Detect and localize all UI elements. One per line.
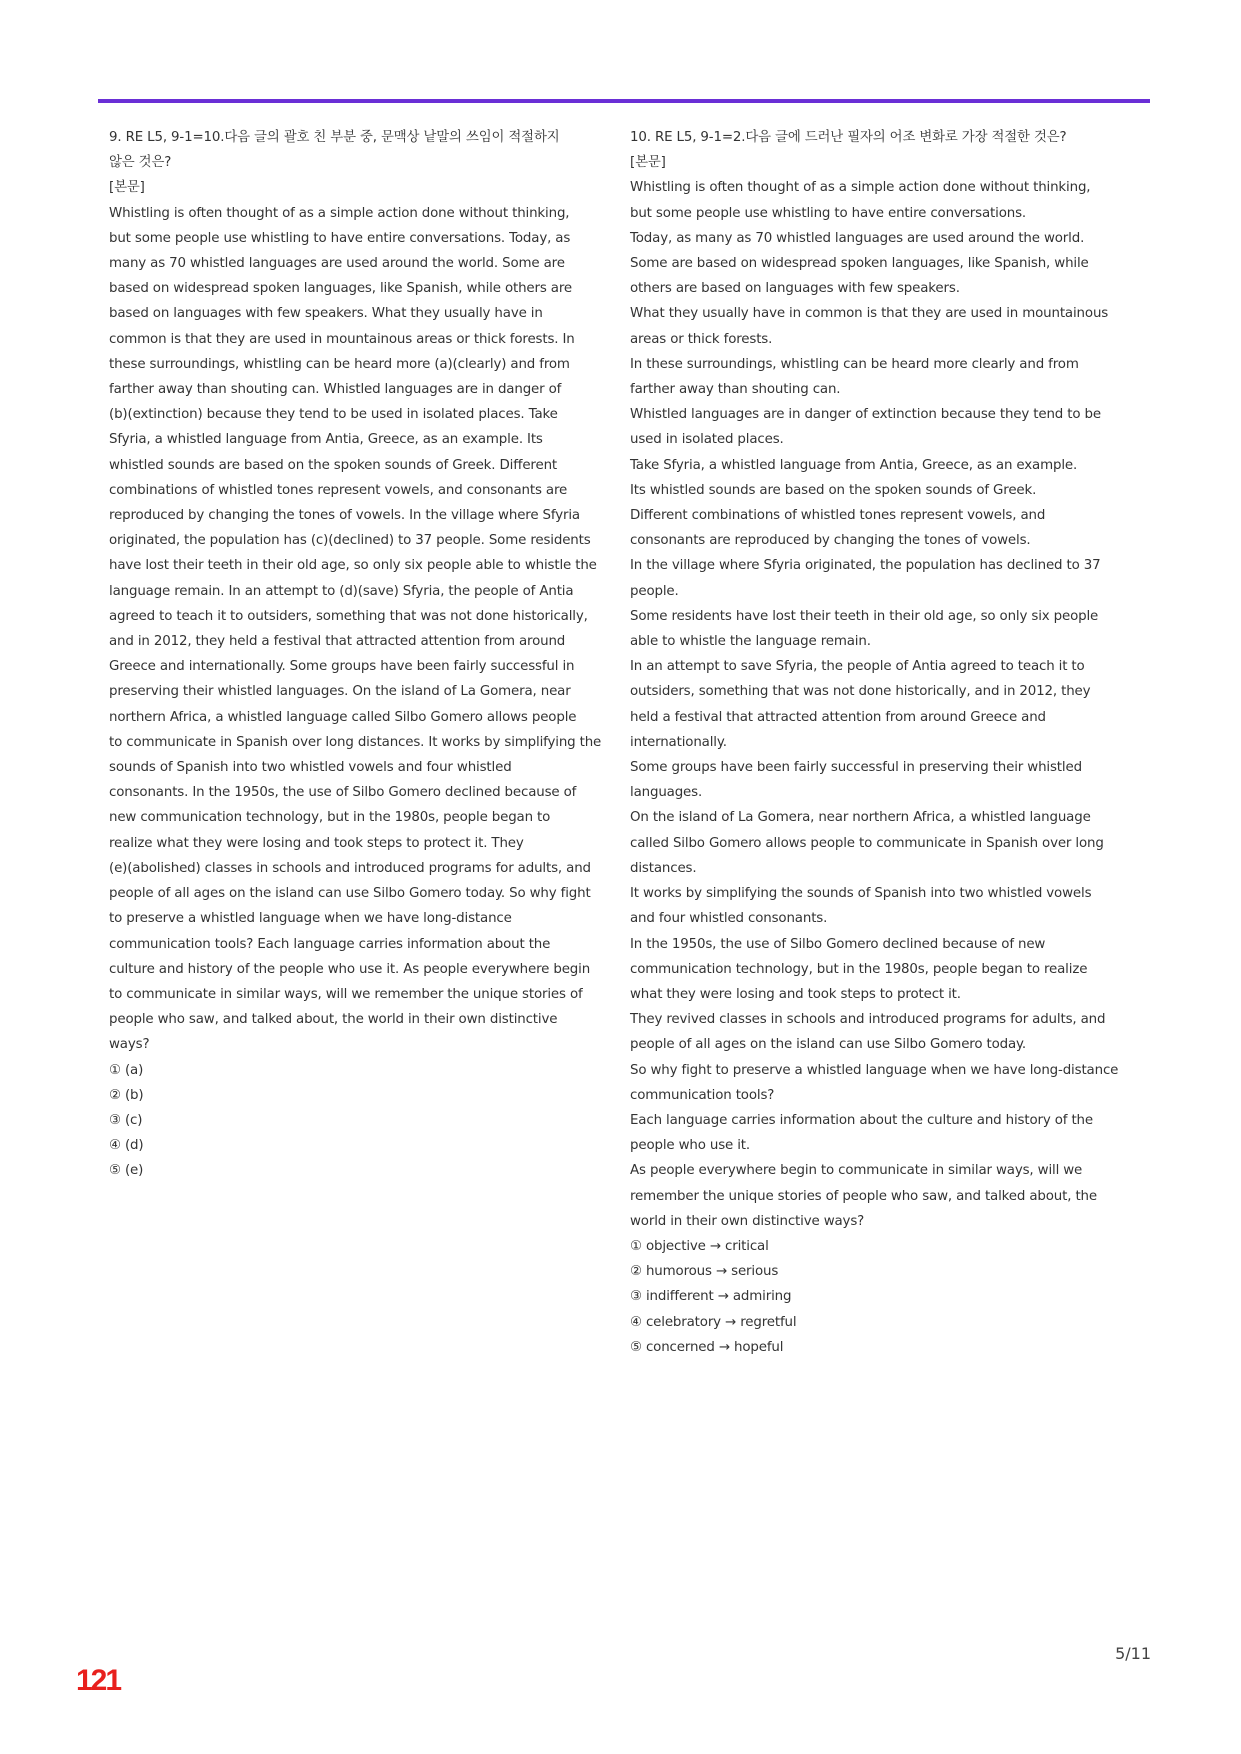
q10-line: Whistled languages are in danger of extinction because they tend to be — [630, 407, 1101, 423]
q10-line: and four whistled consonants. — [630, 911, 828, 927]
q9-line: ⑤ (e) — [109, 1163, 144, 1179]
q10-line: Its whistled sounds are based on the spoken sounds of Greek. — [630, 482, 1037, 498]
q10-line: Each language carries information about the culture and history of the — [630, 1112, 1093, 1128]
q10-line: used in isolated places. — [630, 432, 784, 448]
q9-line: these surroundings, whistling can be heard more (a)(clearly) and from — [109, 356, 570, 372]
q10-line: called Silbo Gomero allows people to communicate in Spanish over long — [630, 835, 1104, 851]
q9-line: Sfyria, a whistled language from Antia, Greece, as an example. Its — [109, 432, 543, 448]
q9-line: reproduced by changing the tones of vowels. In the village where Sfyria — [109, 508, 580, 524]
q10-line: ① objective → critical — [630, 1238, 769, 1254]
q9-line: [본문] — [109, 180, 145, 196]
q10-line: ④ celebratory → regretful — [630, 1314, 797, 1330]
q9-line: ② (b) — [109, 1087, 144, 1103]
q10-line: Whistling is often thought of as a simple action done without thinking, — [630, 180, 1091, 196]
top-accent-rule — [98, 99, 1150, 103]
q10-line: outsiders, something that was not done historically, and in 2012, they — [630, 684, 1091, 700]
q9-line: (e)(abolished) classes in schools and introduced programs for adults, and — [109, 860, 591, 876]
q9-line: communication tools? Each language carries information about the — [109, 936, 551, 952]
q9-line: based on widespread spoken languages, like Spanish, while others are — [109, 281, 573, 297]
q10-line: communication tools? — [630, 1087, 775, 1103]
q9-line: to communicate in Spanish over long distances. It works by simplifying the — [109, 734, 602, 750]
q10-line: communication technology, but in the 1980s, people began to realize — [630, 961, 1088, 977]
q9-line: northern Africa, a whistled language called Silbo Gomero allows people — [109, 709, 577, 725]
q9-line: based on languages with few speakers. What they usually have in — [109, 306, 543, 322]
q9-line: language remain. In an attempt to (d)(save) Sfyria, the people of Antia — [109, 583, 574, 599]
q9-line: have lost their teeth in their old age, so only six people able to whistle the — [109, 558, 597, 574]
q10-line: what they were losing and took steps to protect it. — [630, 986, 961, 1002]
q10-line: remember the unique stories of people who saw, and talked about, the — [630, 1188, 1097, 1204]
q9-line: people who saw, and talked about, the world in their own distinctive — [109, 1012, 558, 1028]
q10-line: world in their own distinctive ways? — [630, 1213, 865, 1229]
q9-line: originated, the population has (c)(declined) to 37 people. Some residents — [109, 533, 591, 549]
q9-line: realize what they were losing and took steps to protect it. They — [109, 835, 524, 851]
q10-line: ⑤ concerned → hopeful — [630, 1339, 784, 1355]
q10-line: It works by simplifying the sounds of Spanish into two whistled vowels — [630, 886, 1092, 902]
q9-line: consonants. In the 1950s, the use of Silbo Gomero declined because of — [109, 785, 577, 801]
q10-line: people. — [630, 583, 679, 599]
q10-line: ③ indifferent → admiring — [630, 1289, 792, 1305]
q10-line: So why fight to preserve a whistled language when we have long-distance — [630, 1062, 1119, 1078]
q9-line: but some people use whistling to have entire conversations. Today, as — [109, 230, 571, 246]
q9-line: people of all ages on the island can use Silbo Gomero today. So why fight — [109, 886, 591, 902]
q10-line: In these surroundings, whistling can be heard more clearly and from — [630, 356, 1079, 372]
question-10 — [630, 125, 1142, 1360]
q9-line: ① (a) — [109, 1062, 144, 1078]
q10-line: Some are based on widespread spoken languages, like Spanish, while — [630, 256, 1089, 272]
publisher-logo: 121 — [76, 1664, 121, 1697]
q9-line: whistled sounds are based on the spoken sounds of Greek. Different — [109, 457, 558, 473]
q10-line: distances. — [630, 860, 697, 876]
q9-line: combinations of whistled tones represent vowels, and consonants are — [109, 482, 568, 498]
q9-line: Whistling is often thought of as a simple action done without thinking, — [109, 205, 570, 221]
q10-line: 10. RE L5, 9-1=2.다음 글에 드러난 필자의 어조 변화로 가장 적절한 것은? — [630, 130, 1067, 145]
q9-line: and in 2012, they held a festival that attracted attention from around — [109, 634, 566, 650]
q10-line: farther away than shouting can. — [630, 382, 841, 398]
q10-line: They revived classes in schools and introduced programs for adults, and — [630, 1012, 1106, 1028]
q9-line: new communication technology, but in the 1980s, people began to — [109, 810, 551, 826]
q10-line: able to whistle the language remain. — [630, 634, 871, 650]
q10-line: In the village where Sfyria originated, the population has declined to 37 — [630, 558, 1101, 574]
q10-line: Different combinations of whistled tones represent vowels, and — [630, 508, 1046, 524]
q10-line: In an attempt to save Sfyria, the people of Antia agreed to teach it to — [630, 659, 1085, 675]
q10-line: but some people use whistling to have entire conversations. — [630, 205, 1027, 221]
q10-line: people of all ages on the island can use Silbo Gomero today. — [630, 1037, 1027, 1053]
q9-line: many as 70 whistled languages are used around the world. Some are — [109, 256, 565, 272]
q10-line: languages. — [630, 785, 703, 801]
question-9 — [109, 125, 617, 1184]
q10-line: Some groups have been fairly successful in preserving their whistled — [630, 760, 1082, 776]
q10-line: people who use it. — [630, 1138, 751, 1154]
q10-line: As people everywhere begin to communicate in similar ways, will we — [630, 1163, 1083, 1179]
q9-line: (b)(extinction) because they tend to be used in isolated places. Take — [109, 407, 558, 423]
q9-line: culture and history of the people who use it. As people everywhere begin — [109, 961, 591, 977]
q9-line: to preserve a whistled language when we have long-distance — [109, 911, 512, 927]
q10-line: internationally. — [630, 734, 727, 750]
q10-line: areas or thick forests. — [630, 331, 773, 347]
page-number: 5/11 — [1115, 1644, 1151, 1663]
q10-line: On the island of La Gomera, near northern Africa, a whistled language — [630, 810, 1091, 826]
q10-line: [본문] — [630, 155, 666, 171]
q9-line: ③ (c) — [109, 1112, 143, 1128]
q10-line: In the 1950s, the use of Silbo Gomero declined because of new — [630, 936, 1046, 952]
q9-line: farther away than shouting can. Whistled languages are in danger of — [109, 382, 562, 398]
q9-line: preserving their whistled languages. On the island of La Gomera, near — [109, 684, 571, 700]
q10-line: consonants are reproduced by changing the tones of vowels. — [630, 533, 1031, 549]
q10-line: What they usually have in common is that they are used in mountainous — [630, 306, 1109, 322]
q9-line: Greece and internationally. Some groups have been fairly successful in — [109, 659, 575, 675]
q10-line: Some residents have lost their teeth in their old age, so only six people — [630, 608, 1099, 624]
q9-line: 9. RE L5, 9-1=10.다음 글의 괄호 친 부분 중, 문맥상 낱말의 쓰임이 적절하지 — [109, 130, 560, 145]
q9-line: to communicate in similar ways, will we remember the unique stories of — [109, 986, 583, 1002]
q9-line: ways? — [109, 1037, 150, 1053]
q9-line: sounds of Spanish into two whistled vowels and four whistled — [109, 760, 512, 776]
q9-line: 않은 것은? — [109, 155, 172, 171]
q10-line: Today, as many as 70 whistled languages are used around the world. — [630, 230, 1085, 246]
q9-line: common is that they are used in mountainous areas or thick forests. In — [109, 331, 575, 347]
q9-line: ④ (d) — [109, 1138, 144, 1154]
q10-line: held a festival that attracted attention from around Greece and — [630, 709, 1046, 725]
q10-line: ② humorous → serious — [630, 1264, 779, 1280]
q10-line: Take Sfyria, a whistled language from Antia, Greece, as an example. — [630, 457, 1078, 473]
q9-line: agreed to teach it to outsiders, something that was not done historically, — [109, 608, 588, 624]
q10-line: others are based on languages with few speakers. — [630, 281, 960, 297]
